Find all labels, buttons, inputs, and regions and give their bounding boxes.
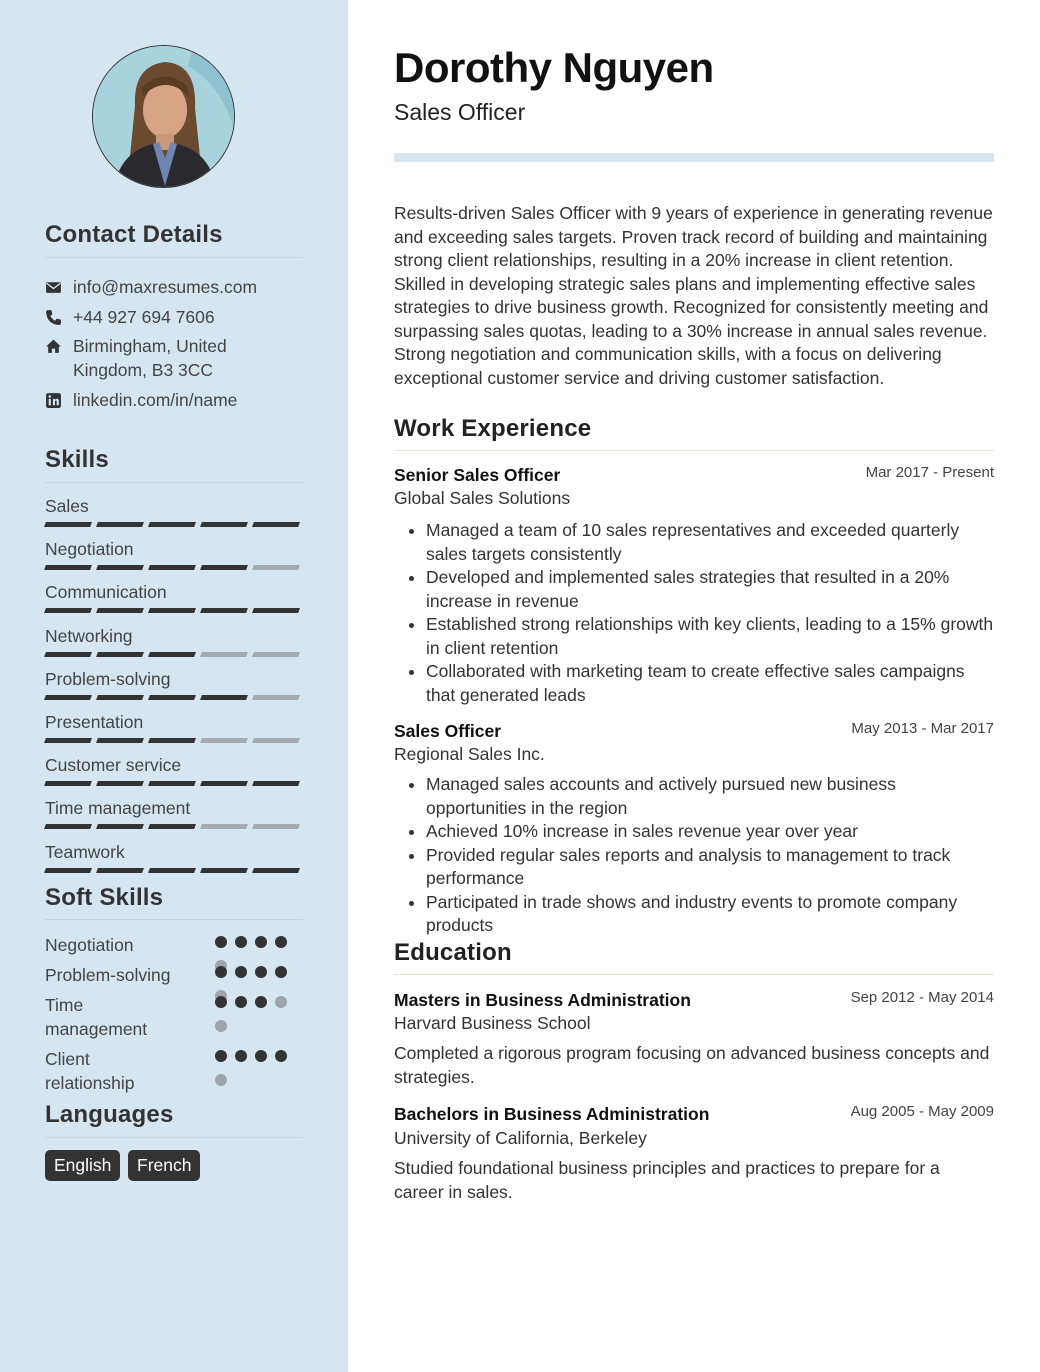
- skill-row: [45, 754, 303, 776]
- skill-level-meter: [45, 608, 299, 613]
- candidate-name: Dorothy Nguyen: [394, 44, 714, 91]
- skill-level-meter: [45, 824, 299, 829]
- skill-row: [45, 711, 303, 733]
- skill-level-segment: [44, 781, 92, 786]
- rating-dot: [215, 966, 227, 978]
- skill-label: Communication: [45, 582, 167, 603]
- skill-level-segment: [44, 738, 92, 743]
- rating-dot: [215, 1020, 227, 1032]
- skill-level-meter: [45, 868, 299, 873]
- skill-level-segment: [252, 565, 300, 570]
- skill-level-segment: [96, 824, 144, 829]
- skill-level-segment: [252, 824, 300, 829]
- skill-level-segment: [252, 652, 300, 657]
- contact-phone: [45, 305, 215, 329]
- envelope-icon: [45, 275, 73, 299]
- sidebar: [0, 0, 348, 1372]
- rating-dot: [215, 996, 227, 1008]
- list-item: • Managed sales accounts and actively pursued new business opportunities in the region: [426, 773, 994, 820]
- list-item: • Collaborated with marketing team to create effective sales campaigns that generated leads: [426, 660, 994, 707]
- list-item: • Developed and implemented sales strategies that resulted in a 20% increase in revenue: [426, 566, 994, 613]
- skill-level-segment: [44, 824, 92, 829]
- skill-level-segment: [252, 695, 300, 700]
- soft-skill-label: Problem-solving: [45, 965, 171, 985]
- skill-level-segment: [148, 824, 196, 829]
- languages-heading: Languages: [45, 1101, 174, 1128]
- skill-level-segment: [200, 824, 248, 829]
- divider: [394, 450, 994, 451]
- skill-level-segment: [200, 522, 248, 527]
- divider: [45, 482, 303, 483]
- phone-icon: [45, 305, 73, 329]
- education-heading: Education: [394, 939, 512, 966]
- skill-row: [45, 668, 303, 690]
- skill-level-segment: [200, 868, 248, 873]
- skill-label: Customer service: [45, 755, 182, 776]
- contact-email: [45, 275, 257, 299]
- degree-description: Studied foundational business principles and practices to prepare for a career in sales.: [394, 1158, 940, 1202]
- divider: [394, 974, 994, 975]
- skill-row: [45, 797, 303, 819]
- soft-skill-row: [45, 993, 303, 1041]
- email-text[interactable]: info@maxresumes.com: [73, 277, 258, 297]
- phone-text[interactable]: +44 927 694 7606: [73, 307, 215, 327]
- contact-address: [45, 334, 227, 382]
- skill-level-segment: [252, 522, 300, 527]
- skill-label: Presentation: [45, 712, 144, 732]
- language-badge: French: [128, 1150, 200, 1181]
- contact-heading: Contact Details: [45, 221, 223, 248]
- accent-bar: [394, 153, 994, 162]
- rating-dot: [235, 996, 247, 1008]
- job-bullets: [394, 773, 994, 938]
- skill-level-segment: [148, 608, 196, 613]
- skill-label: Teamwork: [45, 841, 125, 862]
- rating-dot: [275, 936, 287, 948]
- skill-level-segment: [200, 652, 248, 657]
- job-company: Global Sales Solutions: [394, 488, 571, 508]
- skill-label: Problem-solving: [45, 668, 171, 689]
- skill-level-meter: [45, 738, 299, 743]
- skill-level-segment: [44, 868, 92, 873]
- job-title: Senior Sales Officer: [394, 465, 561, 485]
- skill-label: Negotiation: [45, 539, 134, 560]
- skill-level-segment: [96, 781, 144, 786]
- divider: [45, 919, 303, 920]
- skill-level-segment: [44, 652, 92, 657]
- rating-dot: [255, 996, 267, 1008]
- skill-level-meter: [45, 781, 299, 786]
- skill-level-segment: [96, 565, 144, 570]
- skill-level-segment: [148, 652, 196, 657]
- skill-level-meter: [45, 695, 299, 700]
- rating-dot: [275, 996, 287, 1008]
- soft-skill-row: [45, 933, 303, 957]
- summary-text: Results-driven Sales Officer with 9 years of experience in generating revenue and exceeding sales targets. Proven track record of building and maintaining strong client relationships, resulting in a 20% increase in client retention. Skilled in developing strategic sales plans and implementing effective sales strategies to drive business growth. Recognized for consistently meeting and surpassing sales quotas, leading to a 30% increase in annual sales revenue. Strong negotiation and communication skills, with a focus on delivering exceptional customer service and driving customer satisfaction.: [394, 203, 993, 388]
- skill-row: [45, 495, 303, 517]
- soft-skills-heading: Soft Skills: [45, 884, 164, 911]
- list-item: • Participated in trade shows and industry events to promote company products: [426, 891, 994, 938]
- list-item: • Achieved 10% increase in sales revenue year over year: [426, 820, 994, 844]
- skill-level-segment: [96, 608, 144, 613]
- soft-skill-label: Negotiation: [45, 935, 134, 955]
- profile-photo: [92, 45, 235, 188]
- skill-level-meter: [45, 652, 299, 657]
- skill-level-segment: [148, 738, 196, 743]
- list-item: • Provided regular sales reports and analysis to management to track performance: [426, 844, 994, 891]
- job-company: Regional Sales Inc.: [394, 744, 545, 764]
- skill-level-segment: [96, 652, 144, 657]
- home-icon: [45, 334, 73, 358]
- soft-skill-label: Client relationship: [45, 1049, 135, 1093]
- address-text: Birmingham, United Kingdom, B3 3CC: [73, 336, 227, 380]
- divider: [45, 1137, 303, 1138]
- skill-level-segment: [44, 608, 92, 613]
- skill-level-segment: [148, 868, 196, 873]
- rating-dot: [275, 966, 287, 978]
- skill-level-segment: [96, 522, 144, 527]
- skill-level-segment: [96, 738, 144, 743]
- skill-level-segment: [200, 738, 248, 743]
- rating-dot: [255, 966, 267, 978]
- skills-heading: Skills: [45, 446, 109, 473]
- skill-level-segment: [148, 695, 196, 700]
- soft-skill-row: [45, 963, 303, 987]
- work-experience-heading: Work Experience: [394, 415, 592, 442]
- skill-row: [45, 581, 303, 603]
- degree-title: Masters in Business Administration: [394, 990, 691, 1010]
- rating-dot: [215, 936, 227, 948]
- skill-level-segment: [148, 565, 196, 570]
- rating-dot: [235, 966, 247, 978]
- job-bullets: [394, 519, 994, 707]
- skill-level-segment: [96, 695, 144, 700]
- degree-dates: Aug 2005 - May 2009: [850, 1103, 994, 1120]
- skill-level-meter: [45, 565, 299, 570]
- degree-description: Completed a rigorous program focusing on advanced business concepts and strategies.: [394, 1043, 990, 1087]
- skill-level-segment: [44, 565, 92, 570]
- language-badge: English: [45, 1150, 120, 1181]
- skill-level-segment: [200, 608, 248, 613]
- skill-label: Time management: [45, 798, 191, 819]
- skill-level-segment: [200, 781, 248, 786]
- job-title: Sales Officer: [394, 721, 501, 741]
- rating-dot: [215, 1074, 227, 1086]
- skill-level-segment: [252, 868, 300, 873]
- soft-skill-label: Time management: [45, 995, 148, 1039]
- skill-row: [45, 841, 303, 863]
- job-dates: Mar 2017 - Present: [865, 464, 994, 481]
- rating-dot: [255, 936, 267, 948]
- job-dates: May 2013 - Mar 2017: [851, 720, 994, 737]
- skill-level-segment: [200, 565, 248, 570]
- divider: [45, 257, 303, 258]
- linkedin-icon: [45, 388, 73, 412]
- skill-level-segment: [252, 781, 300, 786]
- list-item: • Managed a team of 10 sales representatives and exceeded quarterly sales targets consistently: [426, 519, 994, 566]
- skill-level-meter: [45, 522, 299, 527]
- skill-level-segment: [96, 868, 144, 873]
- rating-dot: [235, 1050, 247, 1062]
- skill-row: [45, 538, 303, 560]
- skill-row: [45, 625, 303, 647]
- skill-label: Sales: [45, 496, 89, 516]
- skill-level-segment: [148, 781, 196, 786]
- school-name: University of California, Berkeley: [394, 1128, 647, 1148]
- skill-level-segment: [148, 522, 196, 527]
- skill-level-segment: [252, 738, 300, 743]
- contact-linkedin: [45, 388, 237, 412]
- skill-level-segment: [252, 608, 300, 613]
- rating-dot: [275, 1050, 287, 1062]
- soft-skill-row: [45, 1047, 303, 1095]
- linkedin-text[interactable]: linkedin.com/in/name: [73, 390, 238, 410]
- school-name: Harvard Business School: [394, 1013, 591, 1033]
- skill-level-segment: [200, 695, 248, 700]
- skill-level-segment: [44, 695, 92, 700]
- skill-label: Networking: [45, 625, 133, 646]
- list-item: • Established strong relationships with key clients, leading to a 15% growth in client retention: [426, 613, 994, 660]
- rating-dot: [235, 936, 247, 948]
- degree-title: Bachelors in Business Administration: [394, 1104, 710, 1124]
- candidate-title: Sales Officer: [394, 99, 526, 125]
- degree-dates: Sep 2012 - May 2014: [850, 989, 994, 1006]
- rating-dot: [215, 1050, 227, 1062]
- skill-level-segment: [44, 522, 92, 527]
- rating-dot: [255, 1050, 267, 1062]
